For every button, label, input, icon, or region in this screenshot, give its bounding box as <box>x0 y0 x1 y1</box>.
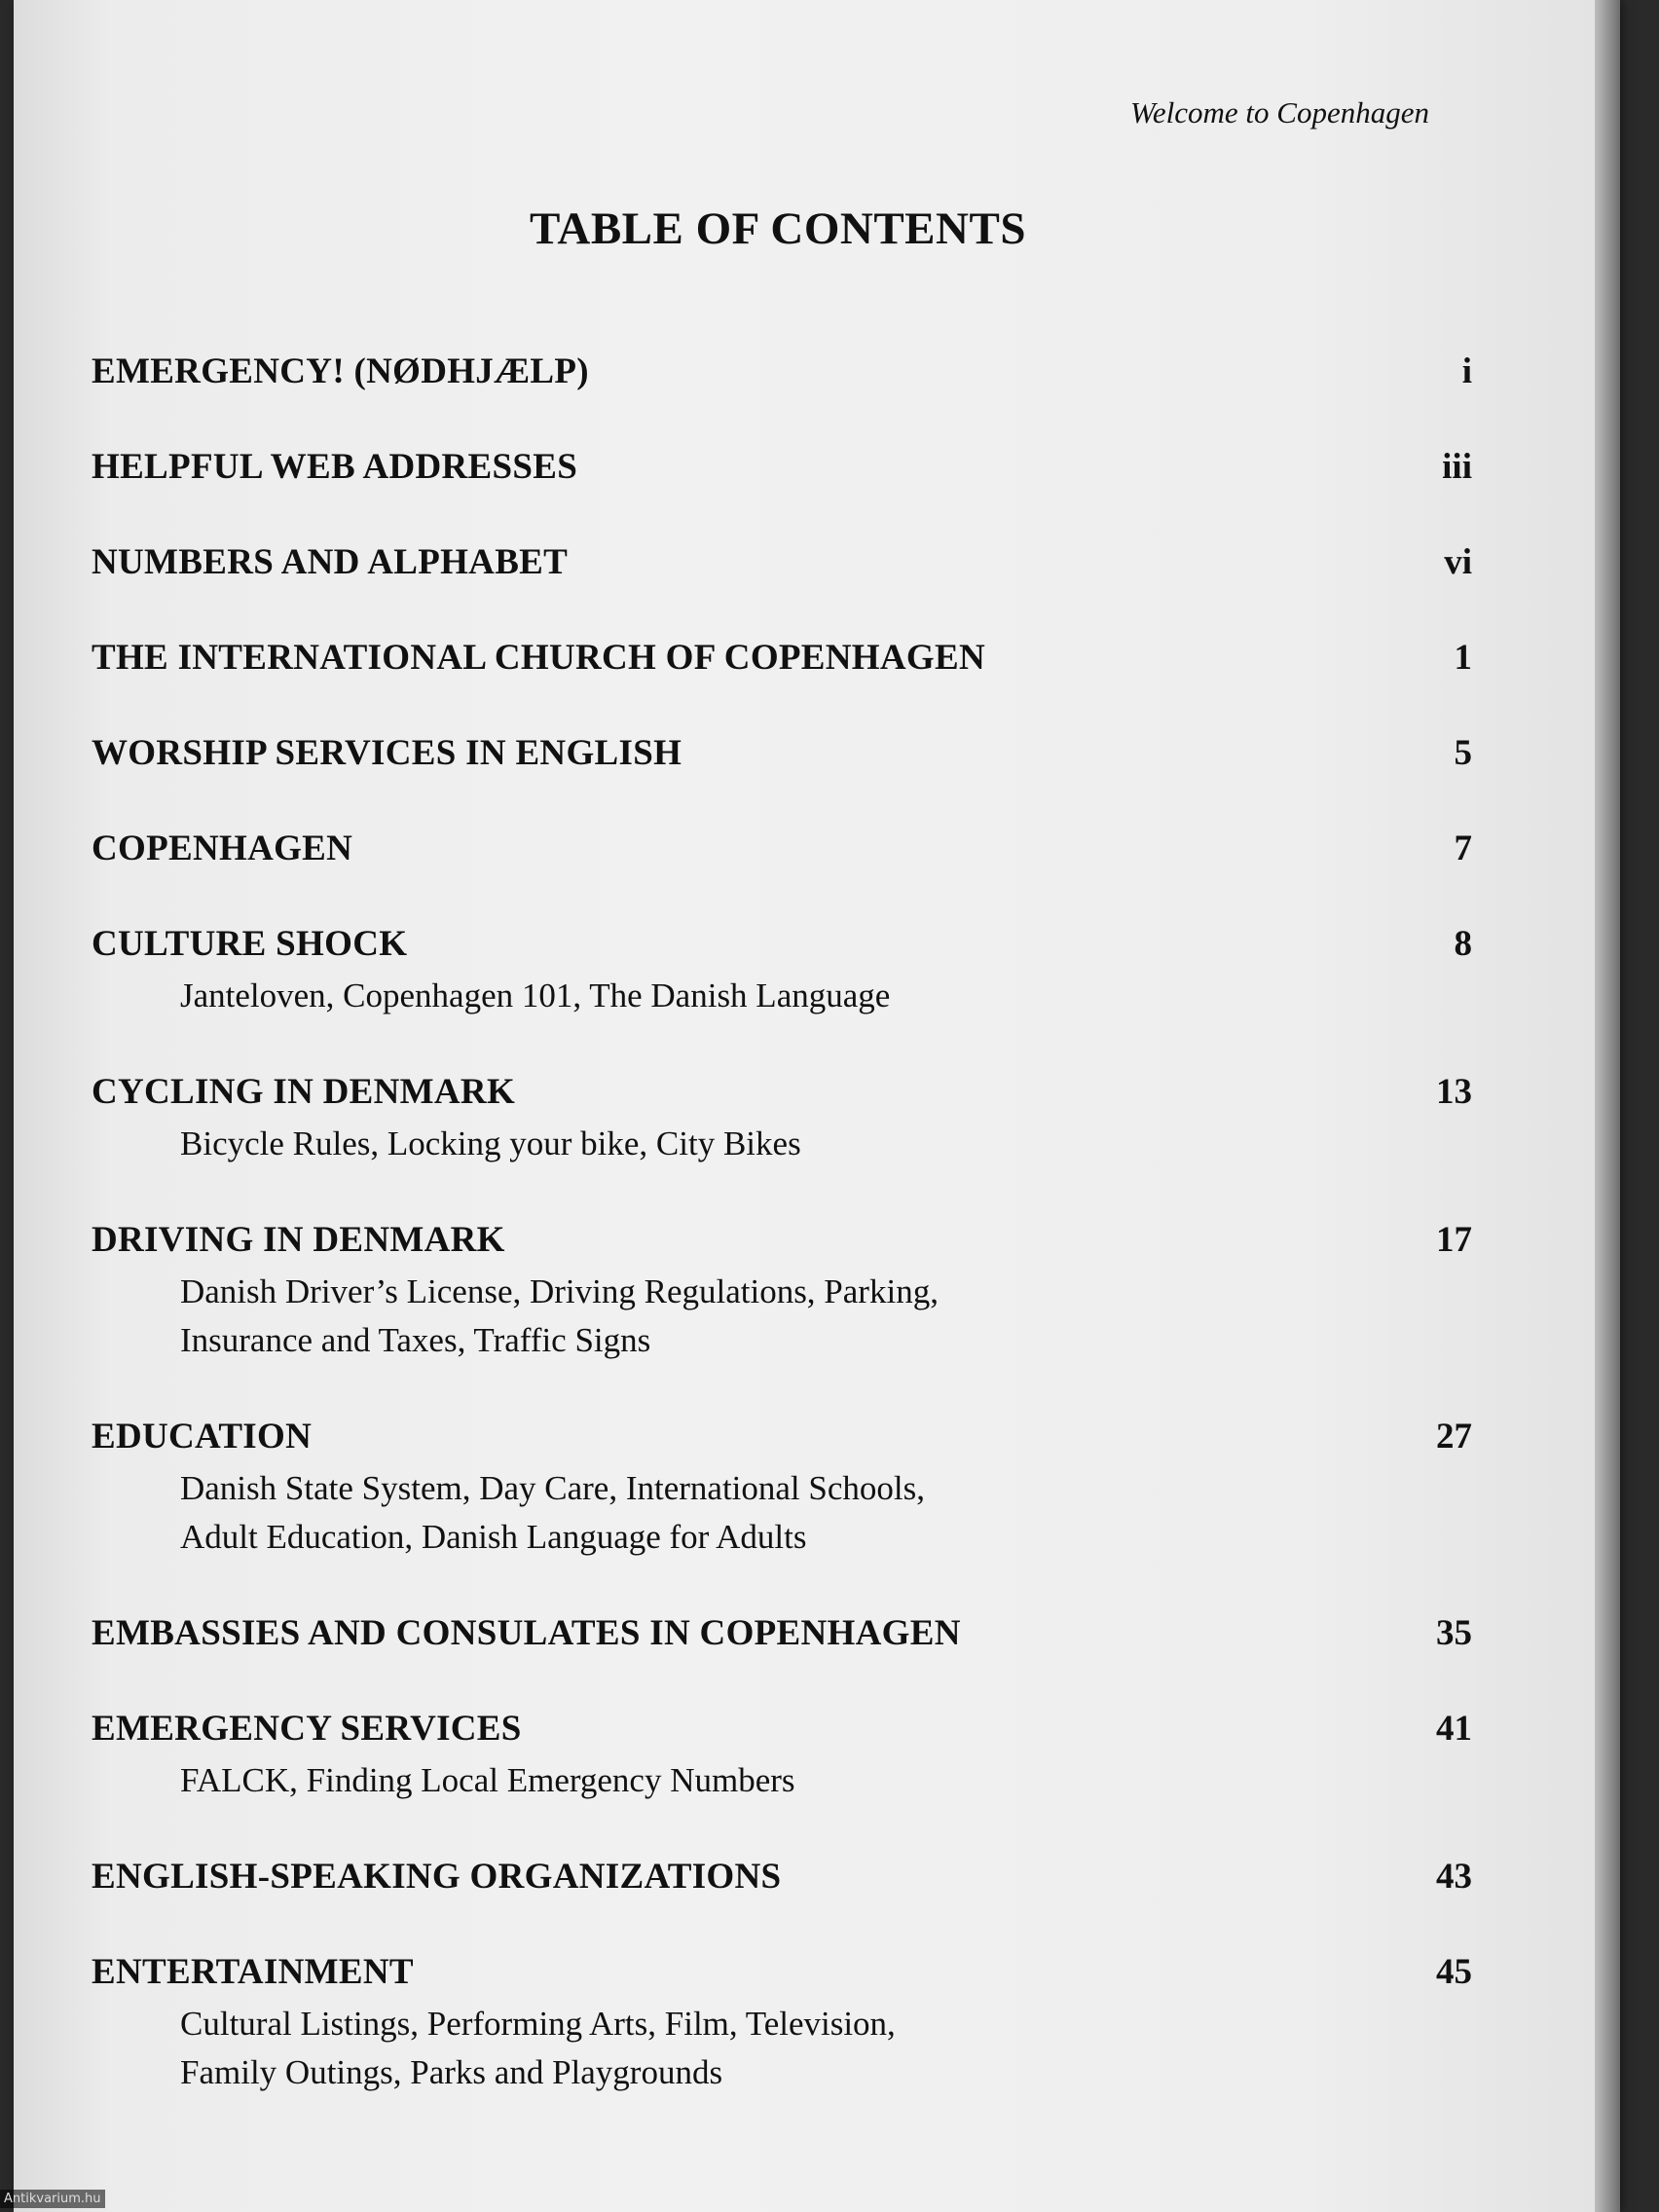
toc-entry <box>92 1416 1472 1562</box>
toc-entry <box>92 732 1472 777</box>
toc-entry-page: 8 <box>1454 924 1472 964</box>
toc-entry-title: THE INTERNATIONAL CHURCH OF COPENHAGEN <box>92 638 985 678</box>
toc-entry-subtopics: Adult Education, Danish Language for Adults <box>180 1518 807 1556</box>
toc-entry <box>92 1708 1472 1805</box>
toc-entry-subtopics: Janteloven, Copenhagen 101, The Danish Language <box>180 977 891 1014</box>
toc-entry-title: ENGLISH-SPEAKING ORGANIZATIONS <box>92 1857 782 1897</box>
toc-entry <box>92 923 1472 1020</box>
toc-entry-page: 7 <box>1454 829 1472 868</box>
toc-entry-page: 1 <box>1454 638 1472 678</box>
page-title: TABLE OF CONTENTS <box>530 203 1026 254</box>
toc-entry-page: 27 <box>1436 1417 1472 1456</box>
toc-entry-title: DRIVING IN DENMARK <box>92 1220 505 1260</box>
toc-entry <box>92 1071 1472 1168</box>
toc-entry <box>92 1856 1472 1900</box>
toc-entry-title: COPENHAGEN <box>92 829 353 868</box>
toc-list <box>92 350 1472 2148</box>
running-head: Welcome to Copenhagen <box>1129 95 1429 129</box>
toc-entry <box>92 350 1472 395</box>
toc-entry <box>92 1951 1472 2097</box>
toc-entry-subtopics: Danish State System, Day Care, International Schools, <box>180 1469 925 1507</box>
toc-entry <box>92 637 1472 682</box>
toc-entry-title: HELPFUL WEB ADDRESSES <box>92 447 578 487</box>
watermark: Antikvarium.hu <box>0 2190 105 2208</box>
toc-entry-title: CYCLING IN DENMARK <box>92 1072 516 1112</box>
toc-entry-subtopics: Danish Driver’s License, Driving Regulations, Parking, <box>180 1272 939 1310</box>
toc-entry-title: WORSHIP SERVICES IN ENGLISH <box>92 733 682 773</box>
toc-entry-subtopics: Bicycle Rules, Locking your bike, City Bikes <box>180 1124 801 1162</box>
toc-entry-page: 35 <box>1436 1613 1472 1653</box>
document-page <box>14 0 1620 2212</box>
toc-entry-page: vi <box>1444 542 1472 582</box>
toc-entry-page: 13 <box>1436 1072 1472 1112</box>
toc-entry-title: CULTURE SHOCK <box>92 924 408 964</box>
toc-entry-title: ENTERTAINMENT <box>92 1952 414 1992</box>
toc-entry-page: iii <box>1442 447 1472 487</box>
toc-entry-title: NUMBERS AND ALPHABET <box>92 542 569 582</box>
toc-entry-title: EMERGENCY SERVICES <box>92 1709 522 1749</box>
toc-entry-page: 45 <box>1436 1952 1472 1992</box>
toc-entry-page: 43 <box>1436 1857 1472 1897</box>
toc-entry-subtopics: Insurance and Taxes, Traffic Signs <box>180 1321 651 1359</box>
toc-entry-title: EDUCATION <box>92 1417 313 1456</box>
toc-entry <box>92 446 1472 491</box>
toc-entry <box>92 1219 1472 1365</box>
page-edge-shadow <box>1595 0 1620 2212</box>
toc-entry <box>92 541 1472 586</box>
toc-entry-page: 17 <box>1436 1220 1472 1260</box>
toc-entry-title: EMBASSIES AND CONSULATES IN COPENHAGEN <box>92 1613 961 1653</box>
toc-entry-subtopics: FALCK, Finding Local Emergency Numbers <box>180 1761 795 1799</box>
toc-entry-title: EMERGENCY! (NØDHJÆLP) <box>92 351 589 391</box>
toc-entry <box>92 1612 1472 1657</box>
toc-entry-page: i <box>1461 351 1472 391</box>
toc-entry-page: 41 <box>1436 1709 1472 1749</box>
toc-entry <box>92 828 1472 872</box>
toc-entry-subtopics: Cultural Listings, Performing Arts, Film, Television, <box>180 2005 896 2043</box>
toc-entry-subtopics: Family Outings, Parks and Playgrounds <box>180 2053 723 2091</box>
toc-entry-page: 5 <box>1454 733 1472 773</box>
